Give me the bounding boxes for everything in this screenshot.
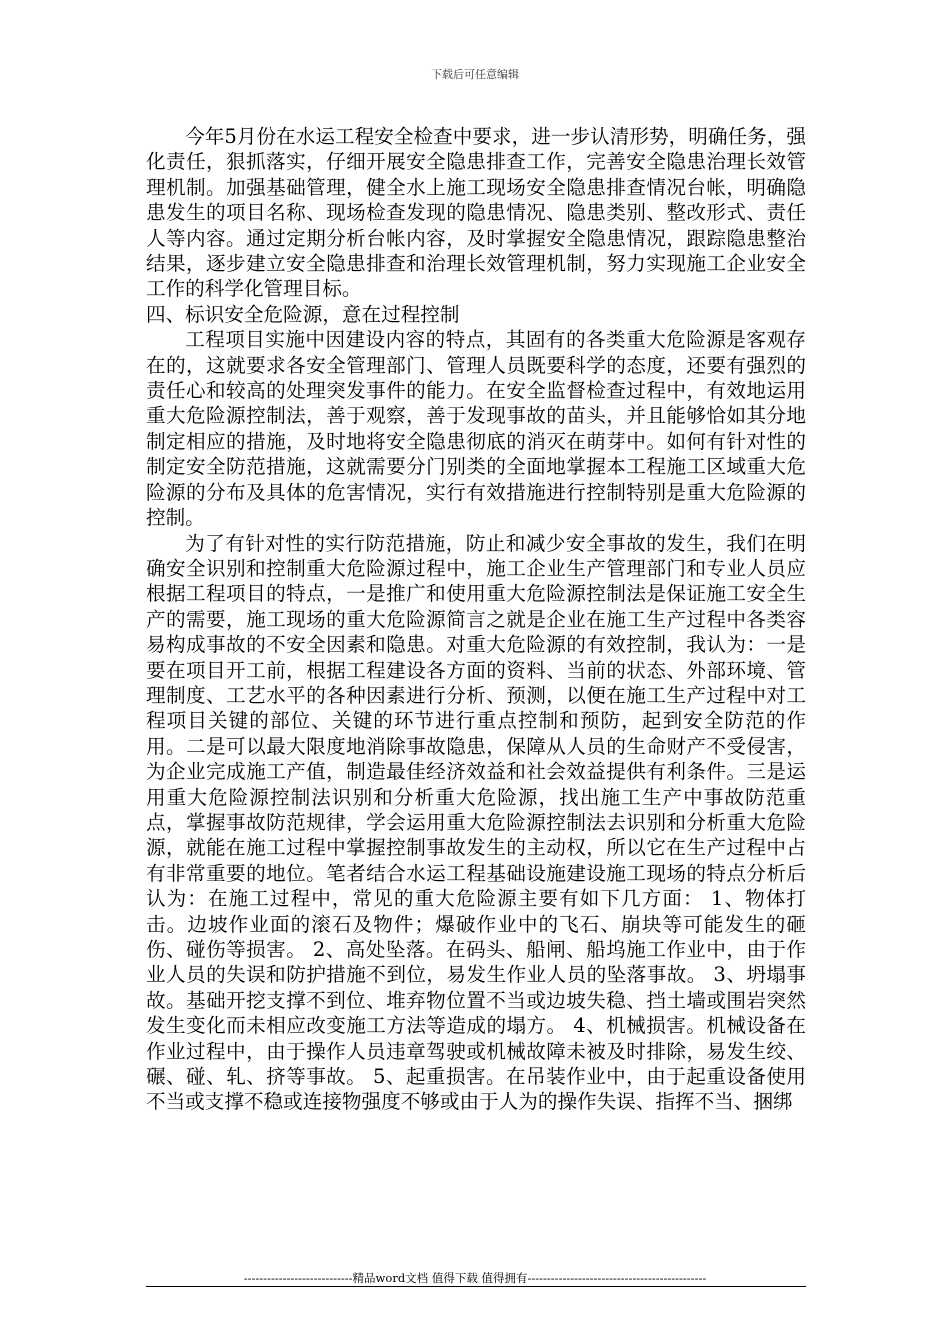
paragraph-hazard-control: 工程项目实施中因建设内容的特点，其固有的各类重大危险源是客观存在的，这就要求各安全管理部门、管理人员既要科学的态度，还要有强烈的责任心和较高的处理突发事件的能力。在安全监督检查过程中，有效地运用重大危险源控制法，善于观察，善于发现事故的苗头，并且能够恰如其分地制定相应的措施，及时地将安全隐患彻底的消灭在萌芽中。如何有针对性的制定安全防范措施，这就需要分门别类的全面地掌握本工程施工区域重大危险源的分布及具体的危害情况，实行有效措施进行控制特别是重大危险源的控制。: [146, 328, 806, 530]
page-footer: ----------------------------精品word文档 值得下载 值得拥有----------------------------------------------: [243, 1271, 707, 1285]
document-body: [146, 124, 806, 1115]
footer-divider: [146, 1286, 806, 1287]
paragraph-safety-inspection: 今年5月份在水运工程安全检查中要求，进一步认清形势，明确任务，强化责任，狠抓落实，仔细开展安全隐患排查工作，完善安全隐患治理长效管理机制。加强基础管理，健全水上施工现场安全隐患排查情况台帐，明确隐患发生的项目名称、现场检查发现的隐患情况、隐患类别、整改形式、责任人等内容。通过定期分析台帐内容，及时掌握安全隐患情况，跟踪隐患整治结果，逐步建立安全隐患排查和治理长效管理机制，努力实现施工企业安全工作的科学化管理目标。: [146, 125, 806, 301]
page-header: 下载后可任意编辑: [431, 68, 519, 81]
section-heading-hazard-identification: 四、标识安全危险源，意在过程控制: [146, 302, 460, 326]
paragraph-prevention-measures: 为了有针对性的实行防范措施，防止和减少安全事故的发生，我们在明确安全识别和控制重大危险源过程中，施工企业生产管理部门和专业人员应根据工程项目的特点，一是推广和使用重大危险源控制法是保证施工安全生产的需要，施工现场的重大危险源简言之就是企业在施工生产过程中各类容易构成事故的不安全因素和隐患。对重大危险源的有效控制，我认为：一是要在项目开工前，根据工程建设各方面的资料、当前的状态、外部环境、管理制度、工艺水平的各种因素进行分析、预测，以便在施工生产过程中对工程项目关键的部位、关键的环节进行重点控制和预防，起到安全防范的作用。二是可以最大限度地消除事故隐患，保障从人员的生命财产不受侵害，为企业完成施工产值，制造最佳经济效益和社会效益提供有利条件。三是运用重大危险源控制法识别和分析重大危险源，找出施工生产中事故防范重点，掌握事故防范规律，学会运用重大危险源控制法去识别和分析重大危险源，就能在施工过程中掌握控制事故发生的主动权，所以它在生产过程中占有非常重要的地位。笔者结合水运工程基础设施建设施工现场的特点分析后认为：在施工过程中，常见的重大危险源主要有如下几方面： 1、物体打击。边坡作业面的滚石及物件；爆破作业中的飞石、崩块等可能发生的砸伤、碰伤等损害。 2、高处坠落。在码头、船闸、船坞施工作业中，由于作业人员的失误和防护措施不到位，易发生作业人员的坠落事故。 3、坍塌事故。基础开挖支撑不到位、堆弃物位置不当或边坡失稳、挡土墙或围岩突然发生变化而未相应改变施工方法等造成的塌方。 4、机械损害。机械设备在作业过程中，由于操作人员违章驾驶或机械故障未被及时排除，易发生绞、碾、碰、轧、挤等事故。 5、起重损害。在吊装作业中，由于起重设备使用不当或支撑不稳或连接物强度不够或由于人为的操作失误、指挥不当、捆绑: [146, 531, 806, 1114]
